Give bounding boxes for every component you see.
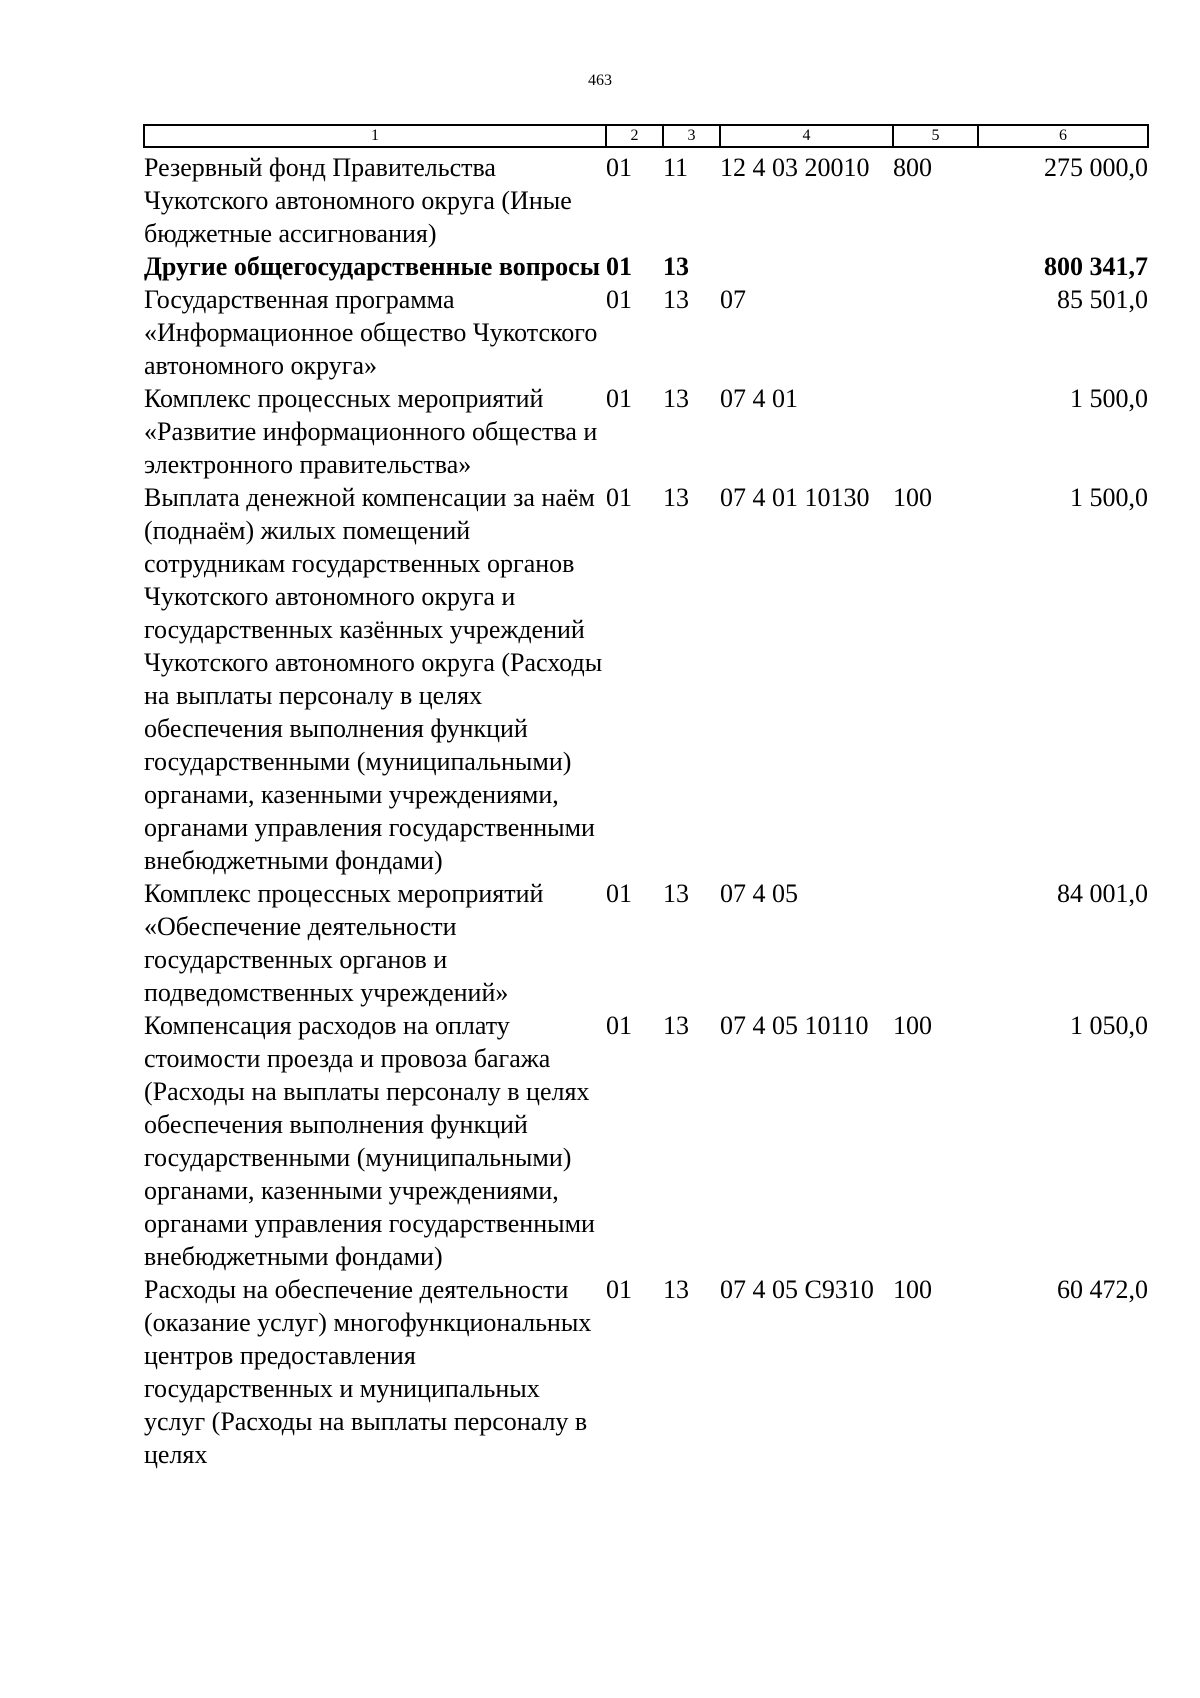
row-section: 01 bbox=[606, 252, 632, 281]
row-expense-type bbox=[893, 877, 978, 1009]
row-expense-type bbox=[893, 250, 978, 283]
row-subsection: 13 bbox=[663, 879, 689, 908]
table-row bbox=[144, 382, 1148, 481]
row-amount: 1 500,0 bbox=[1070, 483, 1148, 512]
row-name: Комплекс процессных мероприятий «Развитие информационного общества и электронного правительства» bbox=[144, 384, 598, 479]
row-section: 01 bbox=[606, 285, 632, 314]
row-section: 01 bbox=[606, 1275, 632, 1304]
row-expense-type: 100 bbox=[893, 1011, 932, 1040]
header-col-4: 4 bbox=[720, 125, 893, 147]
row-amount: 275 000,0 bbox=[1044, 153, 1148, 182]
row-amount: 1 050,0 bbox=[1070, 1011, 1148, 1040]
row-name: Расходы на обеспечение деятельности (оказание услуг) многофункциональных центров предоставления государственных и муниципальных услуг (Расходы на выплаты персоналу в целях bbox=[144, 1275, 592, 1469]
row-target-item: 07 4 05 bbox=[720, 879, 798, 908]
row-subsection: 11 bbox=[663, 153, 689, 182]
row-expense-type bbox=[893, 283, 978, 382]
row-amount: 85 501,0 bbox=[1057, 285, 1148, 314]
row-expense-type: 100 bbox=[893, 1275, 932, 1304]
row-target-item: 07 4 01 bbox=[720, 384, 798, 413]
row-subsection: 13 bbox=[663, 285, 689, 314]
row-name: Выплата денежной компенсации за наём (поднаём) жилых помещений сотрудникам государственных органов Чукотского автономного округа и государственных казённых учреждений Чукотского автономного округа (Расходы на выплаты персоналу в целях обеспечения выполнения функций государственными (муниципальными) органами, казенными учреждениями, органами управления государственными внебюджетными фондами) bbox=[144, 483, 603, 875]
table-row bbox=[144, 147, 1148, 250]
row-amount: 84 001,0 bbox=[1057, 879, 1148, 908]
row-name: Компенсация расходов на оплату стоимости проезда и провоза багажа (Расходы на выплаты персоналу в целях обеспечения выполнения функций государственными (муниципальными) органами, казенными учреждениями, органами управления государственными внебюджетными фондами) bbox=[144, 1011, 595, 1271]
row-section: 01 bbox=[606, 483, 632, 512]
header-col-6: 6 bbox=[978, 125, 1148, 147]
row-expense-type bbox=[893, 382, 978, 481]
row-target-item bbox=[720, 250, 893, 283]
table-row bbox=[144, 481, 1148, 877]
row-amount: 1 500,0 bbox=[1070, 384, 1148, 413]
row-target-item: 07 4 01 10130 bbox=[720, 483, 870, 512]
page-number: 463 bbox=[588, 72, 612, 89]
table-header bbox=[144, 125, 1148, 147]
row-subsection: 13 bbox=[663, 483, 689, 512]
table-row bbox=[144, 250, 1148, 283]
row-name: Другие общегосударственные вопросы bbox=[144, 252, 600, 281]
row-target-item: 07 4 05 10110 bbox=[720, 1011, 869, 1040]
header-row bbox=[144, 125, 1148, 147]
row-target-item: 07 bbox=[720, 285, 746, 314]
row-subsection: 13 bbox=[663, 1275, 689, 1304]
row-subsection: 13 bbox=[663, 384, 689, 413]
table-body bbox=[144, 147, 1148, 1471]
header-col-3: 3 bbox=[663, 125, 720, 147]
row-section: 01 bbox=[606, 153, 632, 182]
table-row bbox=[144, 1273, 1148, 1471]
row-name: Государственная программа «Информационное общество Чукотского автономного округа» bbox=[144, 285, 598, 380]
row-section: 01 bbox=[606, 384, 632, 413]
row-section: 01 bbox=[606, 1011, 632, 1040]
budget-table bbox=[143, 124, 1149, 1471]
row-expense-type: 800 bbox=[893, 153, 932, 182]
table-row bbox=[144, 283, 1148, 382]
row-target-item: 12 4 03 20010 bbox=[720, 153, 870, 182]
row-target-item: 07 4 05 С9310 bbox=[720, 1275, 874, 1304]
row-section: 01 bbox=[606, 879, 632, 908]
header-col-2: 2 bbox=[606, 125, 663, 147]
row-expense-type: 100 bbox=[893, 483, 932, 512]
row-amount: 60 472,0 bbox=[1057, 1275, 1148, 1304]
row-amount: 800 341,7 bbox=[1044, 252, 1148, 281]
header-col-5: 5 bbox=[893, 125, 978, 147]
header-col-1: 1 bbox=[144, 125, 606, 147]
row-name: Резервный фонд Правительства Чукотского автономного округа (Иные бюджетные ассигнования) bbox=[144, 153, 572, 248]
row-subsection: 13 bbox=[663, 1011, 689, 1040]
table-row bbox=[144, 1009, 1148, 1273]
row-name: Комплекс процессных мероприятий «Обеспечение деятельности государственных органов и подведомственных учреждений» bbox=[144, 879, 544, 1007]
table-row bbox=[144, 877, 1148, 1009]
row-subsection: 13 bbox=[663, 252, 689, 281]
